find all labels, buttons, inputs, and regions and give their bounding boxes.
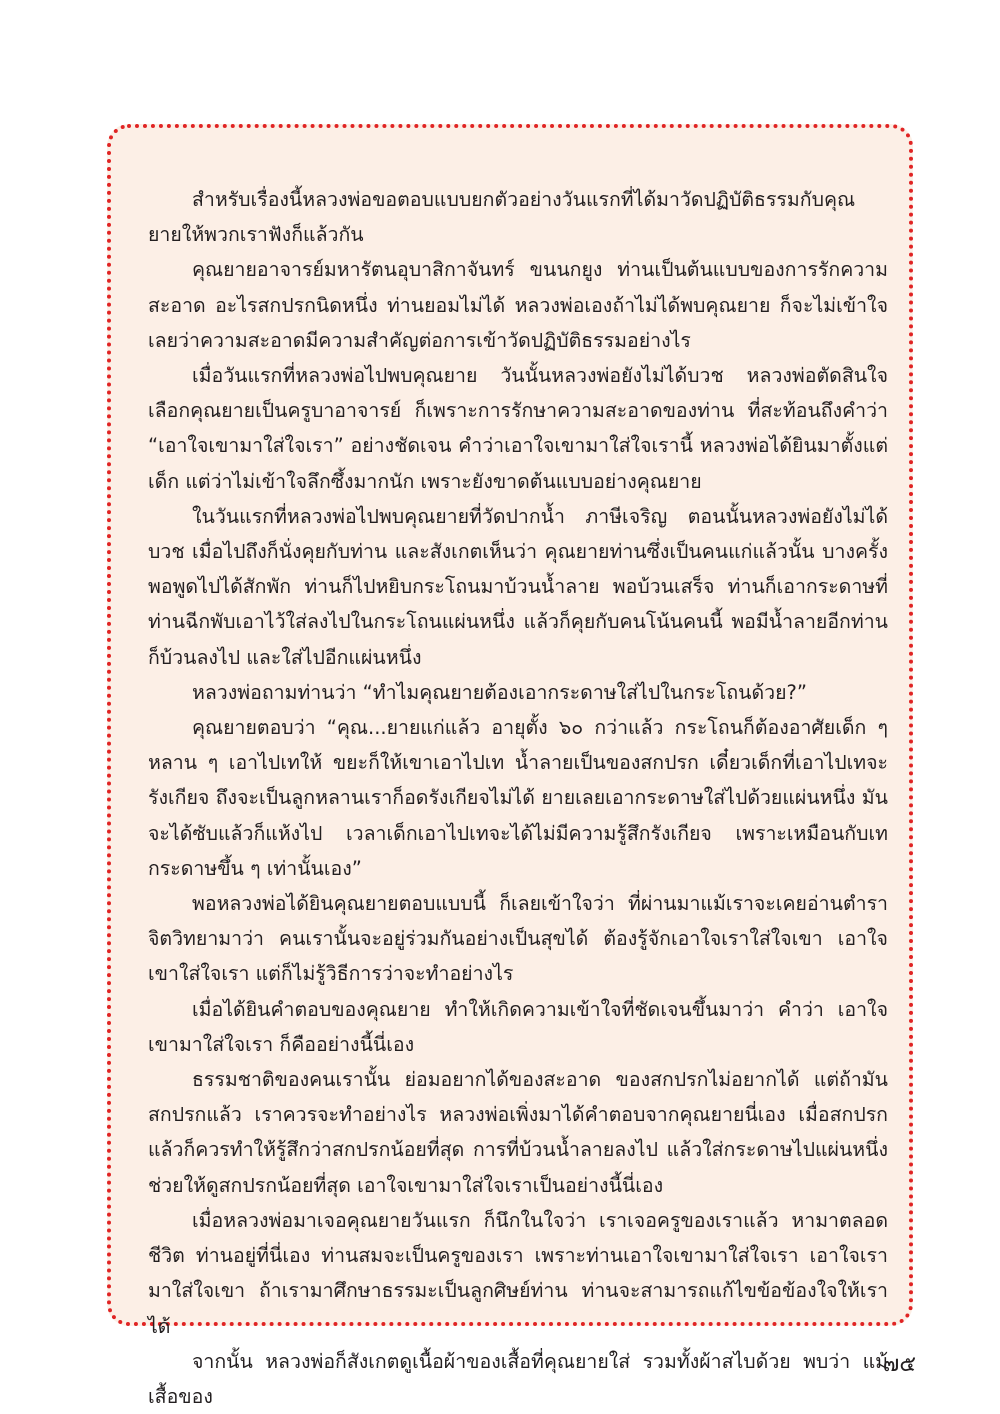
paragraph: จากนั้น หลวงพ่อก็สังเกตดูเนื้อผ้าของเสื้อที่คุณยายใส่ รวมทั้งผ้าสไบด้วย พบว่า แม้เสื้อของ — [148, 1349, 888, 1408]
paragraph: สำหรับเรื่องนี้หลวงพ่อขอตอบแบบยกตัวอย่างวันแรกที่ได้มาวัดปฏิบัติธรรมกับคุณยายให้พวกเราฟังก็แล้วกัน — [148, 188, 856, 247]
paragraph: คุณยายอาจารย์มหารัตนอุบาสิกาจันทร์ ขนนกยูง ท่านเป็นต้นแบบของการรักความสะอาด อะไรสกปรกนิดหนึ่ง ท่านยอมไม่ได้ หลวงพ่อเองถ้าไม่ได้พบคุณยาย ก็จะไม่เข้าใจเลยว่าความสะอาดมีความสำคัญต่อการเข้าวัดปฏิบัติธรรมอย่างไร — [148, 258, 888, 352]
page-number: ๗๕ — [882, 1352, 916, 1377]
paragraph: ในวันแรกที่หลวงพ่อไปพบคุณยายที่วัดปากน้ำ ภาษีเจริญ ตอนนั้นหลวงพ่อยังไม่ได้บวช เมื่อไปถึงก็นั่งคุยกับท่าน และสังเกตเห็นว่า คุณยายท่านซึ่งเป็นคนแก่แล้วนั้น บางครั้งพอพูดไปได้สักพัก ท่านก็ไปหยิบกระโถนมาบ้วนน้ำลาย พอบ้วนเสร็จ ท่านก็เอากระดาษที่ท่านฉีกพับเอาไว้ใส่ลงไปในกระโถนแผ่นหนึ่ง แล้วก็คุยกับคนโน้นคนนี้ พอมีน้ำลายอีกท่านก็บ้วนลงไป และใส่ไปอีกแผ่นหนึ่ง — [148, 504, 888, 669]
paragraph: พอหลวงพ่อได้ยินคุณยายตอบแบบนี้ ก็เลยเข้าใจว่า ที่ผ่านมาแม้เราจะเคยอ่านตำราจิตวิทยามาว่า คนเรานั้นจะอยู่ร่วมกันอย่างเป็นสุขได้ ต้องรู้จักเอาใจเราใส่ใจเขา เอาใจเขาใส่ใจเรา แต่ก็ไม่รู้วิธีการว่าจะทำอย่างไร — [148, 892, 888, 986]
paragraph: หลวงพ่อถามท่านว่า “ทำไมคุณยายต้องเอากระดาษใส่ไปในกระโถนด้วย?” — [192, 680, 807, 704]
paragraph: เมื่อวันแรกที่หลวงพ่อไปพบคุณยาย วันนั้นหลวงพ่อยังไม่ได้บวช หลวงพ่อตัดสินใจเลือกคุณยายเป็นครูบาอาจารย์ ก็เพราะการรักษาความสะอาดของท่าน ที่สะท้อนถึงคำว่า “เอาใจเขามาใส่ใจเรา” อย่างชัดเจน คำว่าเอาใจเขามาใส่ใจเรานี้ หลวงพ่อได้ยินมาตั้งแต่เด็ก แต่ว่าไม่เข้าใจลึกซึ้งมากนัก เพราะยังขาดต้นแบบอย่างคุณยาย — [148, 364, 888, 493]
paragraph: เมื่อได้ยินคำตอบของคุณยาย ทำให้เกิดความเข้าใจที่ชัดเจนขึ้นมาว่า คำว่า เอาใจเขามาใส่ใจเรา ก็คืออย่างนี้นี่เอง — [148, 997, 888, 1056]
paragraph: ธรรมชาติของคนเรานั้น ย่อมอยากได้ของสะอาด ของสกปรกไม่อยากได้ แต่ถ้ามันสกปรกแล้ว เราควรจะทำอย่างไร หลวงพ่อเพิ่งมาได้คำตอบจากคุณยายนี่เอง เมื่อสกปรกแล้วก็ควรทำให้รู้สึกว่าสกปรกน้อยที่สุด การที่บ้วนน้ำลายลงไป แล้วใส่กระดาษไปแผ่นหนึ่ง ช่วยให้ดูสกปรกน้อยที่สุด เอาใจเขามาใส่ใจเราเป็นอย่างนี้นี่เอง — [148, 1068, 888, 1197]
body-text — [148, 182, 888, 1414]
paragraph: เมื่อหลวงพ่อมาเจอคุณยายวันแรก ก็นึกในใจว่า เราเจอครูของเราแล้ว หามาตลอดชีวิต ท่านอยู่ที่นี่เอง ท่านสมจะเป็นครูของเรา เพราะท่านเอาใจเขามาใส่ใจเรา เอาใจเรามาใส่ใจเขา ถ้าเรามาศึกษาธรรมะเป็นลูกศิษย์ท่าน ท่านจะสามารถแก้ไขข้อข้องใจให้เราได้ — [148, 1208, 888, 1338]
paragraph: คุณยายตอบว่า “คุณ...ยายแก่แล้ว อายุตั้ง ๖๐ กว่าแล้ว กระโถนก็ต้องอาศัยเด็ก ๆ หลาน ๆ เอาไปเทให้ ขยะก็ให้เขาเอาไปเท น้ำลายเป็นของสกปรก เดี๋ยวเด็กที่เอาไปเทจะรังเกียจ ถึงจะเป็นลูกหลานเราก็อดรังเกียจไม่ได้ ยายเลยเอากระดาษใส่ไปด้วยแผ่นหนึ่ง มันจะได้ซับแล้วก็แห้งไป เวลาเด็กเอาไปเทจะได้ไม่มีความรู้สึกรังเกียจ เพราะเหมือนกับเทกระดาษขึ้น ๆ เท่านั้นเอง” — [148, 716, 888, 880]
